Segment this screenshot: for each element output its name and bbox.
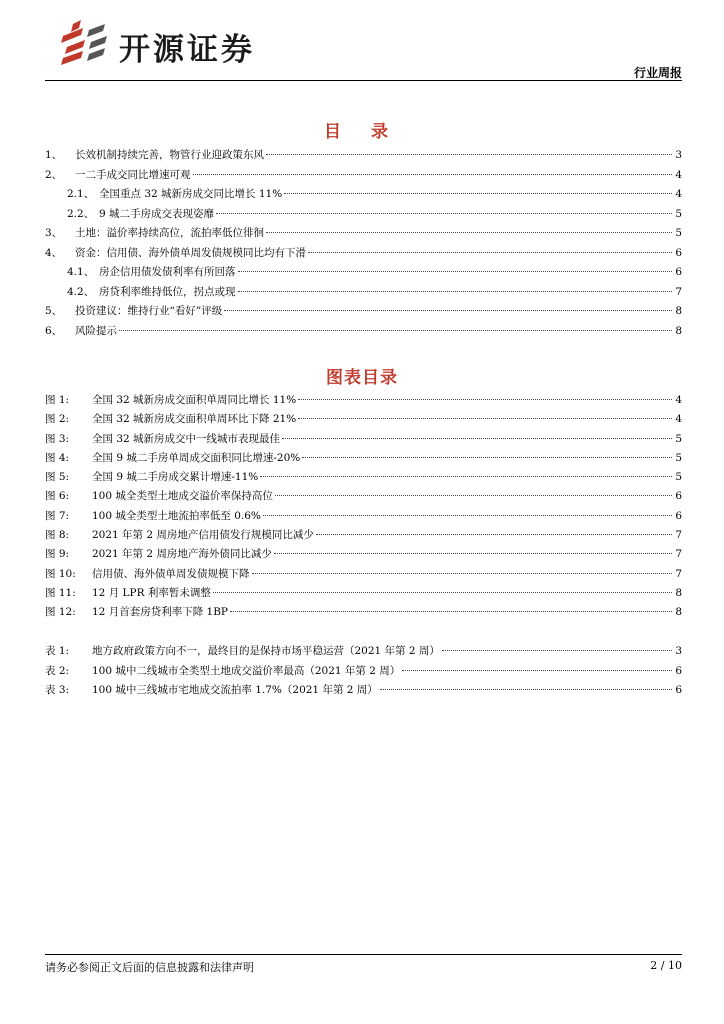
entry-number: 2.2、: [67, 207, 95, 220]
entry-page: 7: [675, 567, 682, 580]
figure-entry[interactable]: [45, 526, 682, 545]
entry-number: 6、: [45, 324, 63, 337]
dot-leader: [284, 192, 672, 194]
dot-leader: [266, 153, 672, 155]
entry-page: 4: [675, 394, 682, 406]
dot-leader: [216, 212, 672, 214]
dot-leader: [252, 572, 673, 574]
toc-entry[interactable]: [45, 244, 682, 264]
entry-title: 100 城全类型土地流拍率低至 0.6%: [92, 509, 261, 522]
entry-title: 9 城二手房成交表现姿靡: [99, 207, 215, 220]
entry-page: 8: [675, 305, 682, 317]
toc-entry[interactable]: [45, 205, 682, 225]
entry-title: 全国 9 城二手房成交累计增速-11%: [92, 471, 259, 484]
kaiyuan-logo-icon: [59, 20, 109, 70]
logo-text: 开源证券: [119, 32, 255, 68]
header-divider: [45, 80, 682, 81]
entry-page: 6: [675, 684, 682, 696]
figure-entry[interactable]: [45, 603, 682, 622]
table-entry[interactable]: [45, 662, 682, 682]
dot-leader: [119, 329, 672, 331]
entry-page: 6: [675, 266, 682, 278]
footer-disclaimer: 请务必参阅正文后面的信息披露和法律声明: [45, 961, 254, 974]
entry-title: 全国 32 城新房成交中一线城市表现最佳: [92, 432, 281, 445]
entry-page: 7: [675, 529, 682, 542]
figure-entry[interactable]: [45, 391, 682, 410]
toc-entry[interactable]: [45, 185, 682, 205]
toc-entry[interactable]: [45, 224, 682, 244]
entry-page: 5: [675, 227, 682, 239]
toc-entry[interactable]: [45, 302, 682, 322]
entry-number: 2、: [45, 168, 63, 181]
entry-number: 图 2:: [45, 413, 70, 426]
toc-entry[interactable]: [45, 322, 682, 342]
entry-page: 4: [675, 188, 682, 200]
report-type-label: 行业周报: [633, 66, 682, 80]
figure-entry[interactable]: [45, 545, 682, 564]
footer-divider: [45, 954, 682, 955]
entry-page: 6: [675, 246, 682, 259]
table-entry[interactable]: [45, 681, 682, 701]
entry-number: 图 3:: [45, 432, 70, 445]
entry-page: 4: [675, 413, 682, 426]
entry-title: 一二手成交同比增速可观: [75, 168, 191, 181]
dot-leader: [238, 270, 673, 272]
entry-title: 房贷利率维持低位，拐点或现: [99, 285, 236, 298]
table-of-contents: [45, 146, 682, 341]
entry-number: 3、: [45, 227, 63, 239]
entry-number: 4.1、: [67, 266, 95, 278]
entry-page: 7: [675, 285, 682, 298]
entry-number: 2.1、: [67, 188, 95, 200]
toc-entry[interactable]: [45, 146, 682, 166]
entry-title: 全国 9 城二手房单周成交面积同比增速-20%: [92, 451, 301, 464]
entry-number: 图 9:: [45, 548, 70, 561]
dot-leader: [266, 231, 672, 233]
entry-number: 图 11:: [45, 586, 76, 599]
entry-number: 图 6:: [45, 490, 70, 503]
dot-leader: [316, 533, 672, 535]
entry-page: 5: [675, 471, 682, 484]
entry-title: 风险提示: [75, 324, 117, 337]
entry-page: 5: [675, 432, 682, 445]
dot-leader: [260, 475, 672, 477]
entry-number: 表 1:: [45, 645, 70, 657]
entry-number: 1、: [45, 149, 63, 161]
entry-title: 全国 32 城新房成交面积单周同比增长 11%: [92, 394, 297, 406]
dot-leader: [402, 669, 672, 671]
page-number: 2 / 10: [650, 959, 682, 972]
dot-leader: [275, 494, 672, 496]
entry-number: 4、: [45, 246, 63, 259]
figure-entry[interactable]: [45, 468, 682, 487]
entry-title: 100 城全类型土地成交溢价率保持高位: [92, 490, 273, 503]
dot-leader: [224, 309, 672, 311]
entry-page: 5: [675, 207, 682, 220]
figure-entry[interactable]: [45, 430, 682, 449]
entry-title: 全国 32 城新房成交面积单周环比下降 21%: [92, 413, 297, 426]
dot-leader: [442, 649, 672, 651]
toc-entry[interactable]: [45, 283, 682, 303]
figure-entry[interactable]: [45, 449, 682, 468]
dot-leader: [274, 552, 672, 554]
entry-number: 图 4:: [45, 451, 70, 464]
toc-entry[interactable]: [45, 166, 682, 186]
entry-title: 土地：溢价率持续高位，流拍率低位徘徊: [75, 227, 264, 239]
figure-entry[interactable]: [45, 507, 682, 526]
dot-leader: [193, 173, 673, 175]
figures-heading: 图表目录: [326, 368, 398, 388]
figure-entry[interactable]: [45, 584, 682, 603]
tables-list: [45, 642, 682, 701]
entry-number: 图 7:: [45, 509, 70, 522]
toc-entry[interactable]: [45, 263, 682, 283]
entry-title: 100 城中三线城市宅地成交流拍率 1.7%（2021 年第 2 周）: [92, 684, 378, 696]
dot-leader: [282, 437, 672, 439]
entry-title: 长效机制持续完善，物管行业迎政策东风: [75, 149, 264, 161]
entry-title: 全国重点 32 城新房成交同比增长 11%: [99, 188, 283, 200]
entry-title: 12 月首套房贷利率下降 1BP: [92, 606, 228, 619]
dot-leader: [213, 591, 672, 593]
page-header: [45, 14, 682, 82]
entry-number: 5、: [45, 305, 63, 317]
figure-entry[interactable]: [45, 565, 682, 584]
table-entry[interactable]: [45, 642, 682, 662]
entry-number: 表 3:: [45, 684, 70, 696]
entry-page: 3: [675, 149, 682, 161]
entry-page: 8: [675, 586, 682, 599]
entry-title: 100 城中二线城市全类型土地成交溢价率最高（2021 年第 2 周）: [92, 664, 401, 677]
entry-number: 4.2、: [67, 285, 95, 298]
dot-leader: [308, 251, 672, 253]
dot-leader: [298, 398, 672, 400]
figure-entry[interactable]: [45, 487, 682, 506]
entry-title: 资金：信用债、海外债单周发债规模同比均有下滑: [75, 246, 306, 259]
entry-number: 图 12:: [45, 606, 76, 619]
entry-page: 8: [675, 606, 682, 619]
entry-page: 4: [675, 168, 682, 181]
entry-title: 2021 年第 2 周房地产海外债同比减少: [92, 548, 272, 561]
entry-page: 6: [675, 490, 682, 503]
entry-page: 6: [675, 509, 682, 522]
entry-title: 2021 年第 2 周房地产信用债发行规模同比减少: [92, 529, 314, 542]
dot-leader: [298, 417, 672, 419]
dot-leader: [302, 456, 672, 458]
entry-title: 信用债、海外债单周发债规模下降: [92, 567, 250, 580]
company-logo: [59, 20, 319, 68]
entry-page: 7: [675, 548, 682, 561]
entry-page: 3: [675, 645, 682, 657]
dot-leader: [263, 514, 672, 516]
entry-number: 图 1:: [45, 394, 70, 406]
figures-list: [45, 391, 682, 623]
entry-number: 图 10:: [45, 567, 76, 580]
entry-title: 地方政府政策方向不一，最终目的是保持市场平稳运营（2021 年第 2 周）: [92, 645, 440, 657]
entry-page: 5: [675, 451, 682, 464]
entry-title: 房企信用债发债利率有所回落: [99, 266, 236, 278]
figure-entry[interactable]: [45, 410, 682, 429]
entry-title: 12 月 LPR 利率暂未调整: [92, 586, 211, 599]
entry-page: 8: [675, 324, 682, 337]
entry-title: 投资建议：维持行业“看好”评级: [75, 305, 223, 317]
entry-number: 图 5:: [45, 471, 70, 484]
toc-heading: 目 录: [324, 122, 400, 142]
entry-number: 图 8:: [45, 529, 70, 542]
dot-leader: [238, 290, 673, 292]
dot-leader: [380, 688, 672, 690]
entry-number: 表 2:: [45, 664, 70, 677]
dot-leader: [230, 610, 672, 612]
entry-page: 6: [675, 664, 682, 677]
